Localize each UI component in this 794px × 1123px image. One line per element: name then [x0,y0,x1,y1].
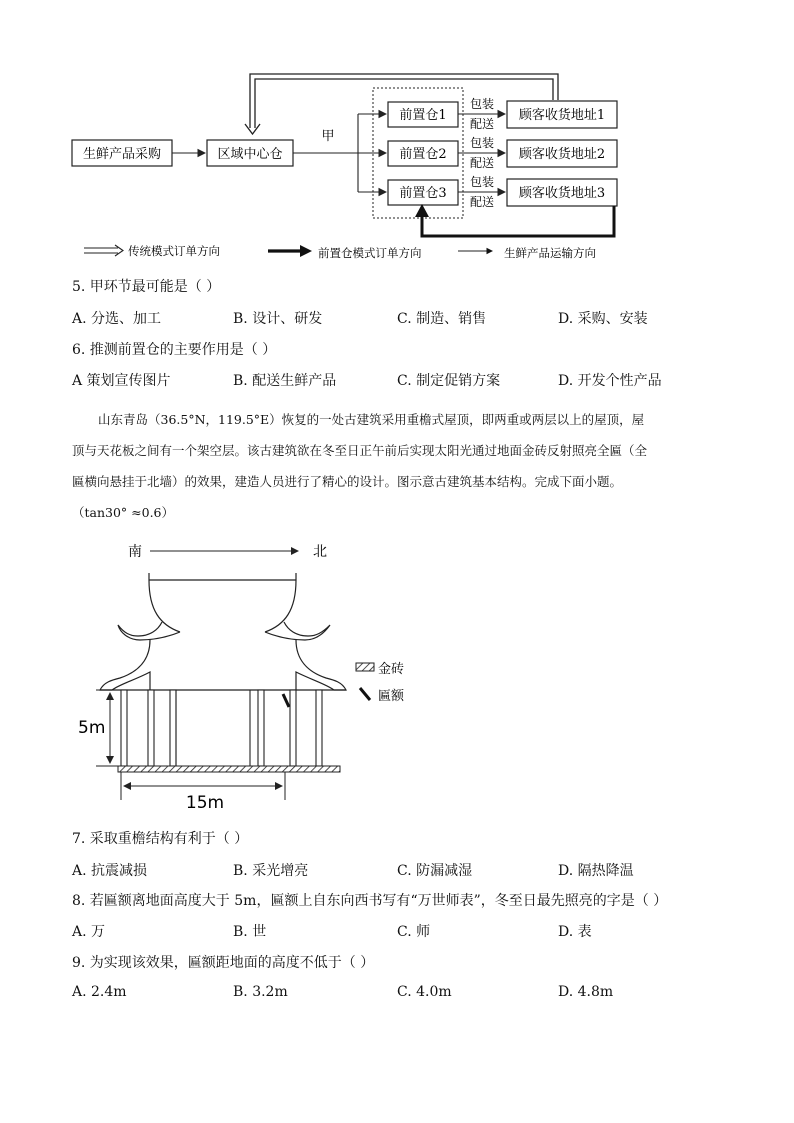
north-label: 北 [313,544,327,560]
south-label: 南 [128,544,142,560]
q6-option-c[interactable]: C. 制定促销方案 [397,373,501,389]
passage-line-3: 匾横向悬挂于北墙）的效果，建造人员进行了精心的设计。图示意古建筑基本结构。完成下面小题。 [72,474,623,489]
q6-option-a[interactable]: A 策划宣传图片 [72,373,171,389]
building-diagram [0,530,794,810]
height-label: 5m [78,718,106,738]
q5-option-d[interactable]: D. 采购、安装 [558,311,648,327]
q9-stem: 9. 为实现该效果，匾额距地面的高度不低于（ ） [72,955,375,971]
deliver-label-2: 配送 [469,156,495,170]
customer-1: 顾客收货地址1 [518,108,606,123]
q6-option-d[interactable]: D. 开发个性产品 [558,373,662,389]
legend-plaque-label: 匾额 [378,689,405,704]
pack-label-3: 包装 [469,175,495,189]
q7-stem: 7. 采取重檐结构有利于（ ） [72,831,249,847]
pack-label-1: 包装 [469,97,495,111]
stage-label: 甲 [321,129,335,144]
q7-option-b[interactable]: B. 采光增亮 [233,863,309,879]
warehouse-3: 前置仓3 [399,186,447,201]
procure-label: 生鲜产品采购 [82,147,162,162]
q6-option-b[interactable]: B. 配送生鲜产品 [233,373,337,389]
customer-3: 顾客收货地址3 [518,186,606,201]
q8-option-d[interactable]: D. 表 [558,924,592,940]
q9-option-c[interactable]: C. 4.0m [397,984,452,1000]
q7-option-a[interactable]: A. 抗震减损 [72,863,148,879]
width-label: 15m [185,793,225,810]
q5-option-b[interactable]: B. 设计、研发 [233,311,323,327]
pack-label-2: 包装 [469,136,495,150]
q7-option-c[interactable]: C. 防漏减湿 [397,863,473,879]
q8-stem: 8. 若匾额离地面高度大于 5m，匾额上自东向西书写有“万世师表”，冬至日最先照亮的字是（ ） [72,893,668,909]
plaque-mark [283,694,289,707]
q5-option-c[interactable]: C. 制造、销售 [397,311,487,327]
q8-option-c[interactable]: C. 师 [397,924,431,940]
deliver-label-1: 配送 [469,117,495,131]
deliver-label-3: 配送 [469,195,495,209]
warehouse-2: 前置仓2 [399,147,447,162]
supply-chain-diagram [0,0,794,270]
legend-warehouse-mode: 前置仓模式订单方向 [318,246,422,260]
q9-option-a[interactable]: A. 2.4m [72,984,127,1000]
warehouse-1: 前置仓1 [399,108,447,123]
legend-brick-label: 金砖 [378,662,405,677]
legend-plaque-swatch [360,688,370,700]
legend-traditional: 传统模式订单方向 [128,244,220,258]
q9-option-d[interactable]: D. 4.8m [558,984,614,1000]
passage-line-1: 山东青岛（36.5°N，119.5°E）恢复的一处古建筑采用重檐式屋顶，即两重或两层以上的屋顶，屋 [98,412,645,427]
q6-stem: 6. 推测前置仓的主要作用是（ ） [72,342,277,358]
q9-option-b[interactable]: B. 3.2m [233,984,288,1000]
q5-stem: 5. 甲环节最可能是（ ） [72,279,221,295]
passage-line-4: （tan30° ≈0.6） [72,505,175,520]
legend-transport: 生鲜产品运输方向 [504,246,596,260]
q8-option-b[interactable]: B. 世 [233,924,267,940]
q5-option-a[interactable]: A. 分选、加工 [72,311,162,327]
hub-label: 区域中心仓 [217,147,283,162]
passage-line-2: 顶与天花板之间有一个架空层。该古建筑欲在冬至日正午前后实现太阳光通过地面金砖反射照亮全匾（全 [72,443,648,458]
legend-brick-swatch [356,663,374,671]
q8-option-a[interactable]: A. 万 [72,924,106,940]
customer-2: 顾客收货地址2 [518,147,606,162]
golden-brick-floor [118,766,340,772]
roof-outline [149,573,296,632]
q7-option-d[interactable]: D. 隔热降温 [558,863,634,879]
